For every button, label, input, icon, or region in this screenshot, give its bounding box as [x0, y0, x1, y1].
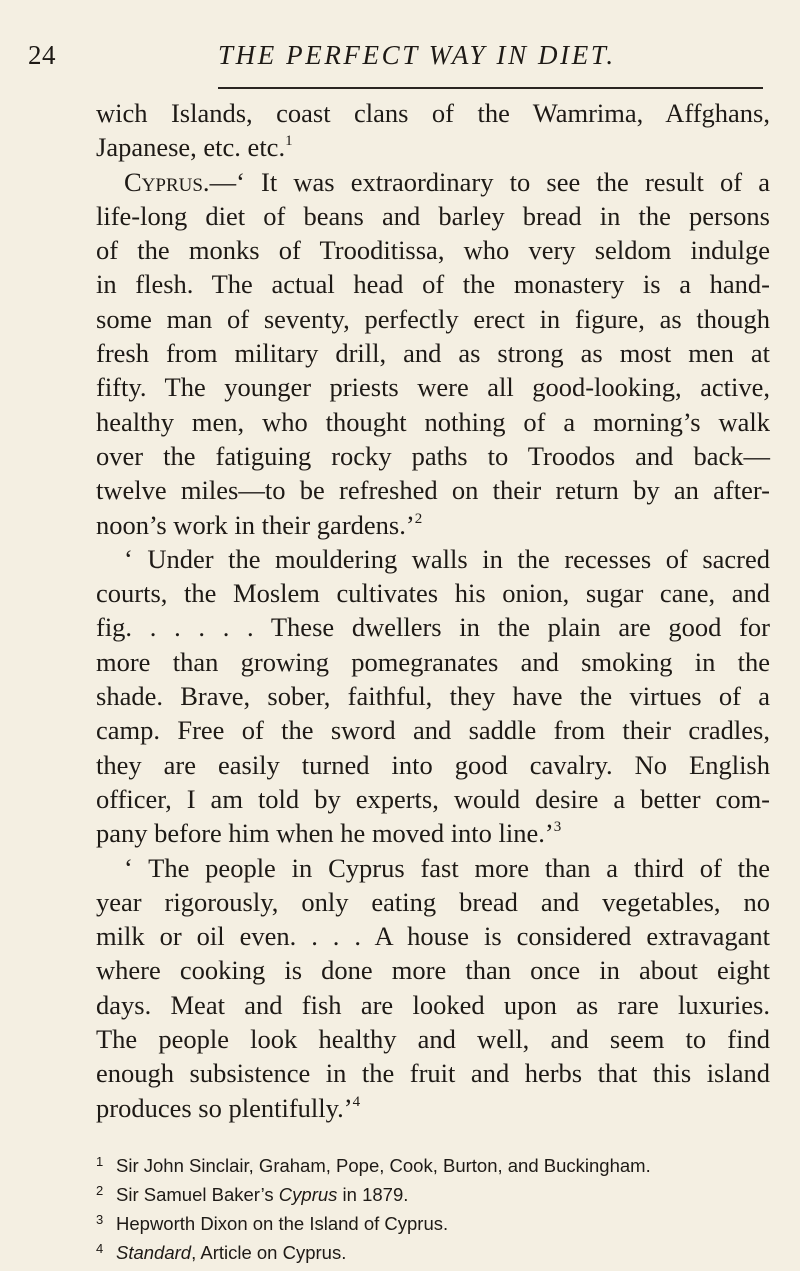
text-line: ‘ The people in Cyprus fast more than a third of the — [124, 852, 770, 883]
text-line: in flesh. The actual head of the monastery is a hand- — [96, 269, 770, 300]
footnote-text: Hepworth Dixon on the Island of Cyprus. — [116, 1213, 449, 1234]
text-line: they are easily turned into good cavalry. No English — [96, 749, 770, 780]
text-line — [96, 508, 770, 542]
text-line: days. Meat and fish are looked upon as rare luxuries. — [96, 989, 770, 1020]
text-line — [96, 1091, 770, 1125]
footnote-text: Sir John Sinclair, Graham, Pope, Cook, Burton, and Buckingham. — [116, 1155, 651, 1176]
note-ref: 4 — [352, 1093, 361, 1110]
footnote-1 — [96, 1149, 770, 1178]
footnote-4 — [96, 1236, 770, 1265]
footnote-3 — [96, 1207, 770, 1236]
footnote-number: 3 — [96, 1212, 104, 1227]
text-line: The people look healthy and well, and seem to find — [96, 1024, 770, 1055]
text-line — [96, 816, 770, 850]
text-line: wich Islands, coast clans of the Wamrima, Affghans, — [96, 98, 770, 128]
text-line: where cooking is done more than once in about eight — [96, 955, 770, 986]
footnote-italic-title: Cyprus — [278, 1184, 338, 1205]
text-fragment: Japanese, etc. etc. — [96, 132, 286, 163]
text-line: fifty. The younger priests were all good-looking, active, — [96, 372, 770, 403]
paragraph-1 — [96, 96, 770, 165]
text-line: twelve miles—to be refreshed on their return by an after- — [96, 475, 770, 506]
text-line: enough subsistence in the fruit and herbs that this island — [96, 1058, 770, 1089]
text-line: year rigorously, only eating bread and vegetables, no — [96, 886, 770, 917]
note-ref: 1 — [285, 133, 293, 150]
paragraph-3 — [96, 542, 770, 851]
text-line: over the fatiguing rocky paths to Troodos and back— — [96, 440, 770, 471]
text-fragment: —‘ It was extraordinary to see the result of a — [209, 166, 770, 197]
text-fragment: pany before him when he moved into line.’ — [96, 818, 554, 849]
text-fragment: produces so plentifully.’ — [96, 1092, 353, 1123]
footnotes — [96, 1149, 770, 1265]
text-line: shade. Brave, sober, faithful, they have the virtues of a — [96, 681, 770, 712]
footnote-number: 2 — [96, 1183, 104, 1198]
footnote-text-post: in 1879. — [337, 1184, 409, 1205]
text-line: of the monks of Trooditissa, who very seldom indulge — [96, 235, 770, 266]
text-fragment: noon’s work in their gardens.’ — [96, 509, 415, 540]
text-line — [96, 130, 770, 164]
text-line: milk or oil even. . . . A house is considered extravagant — [96, 921, 770, 952]
footnote-text-pre: Sir Samuel Baker’s — [116, 1184, 279, 1205]
text-line: healthy men, who thought nothing of a morning’s walk — [96, 406, 770, 437]
text-line: fig. . . . . . These dwellers in the plain are good for — [96, 612, 770, 643]
running-title: THE PERFECT WAY IN DIET. — [218, 40, 616, 70]
text-line: camp. Free of the sword and saddle from their cradles, — [96, 715, 770, 746]
page-number: 24 — [28, 40, 56, 70]
text-line: ‘ Under the mouldering walls in the recesses of sacred — [124, 543, 770, 574]
paragraph-4 — [96, 851, 770, 1125]
text-line — [96, 165, 770, 199]
text-line: courts, the Moslem cultivates his onion, sugar cane, and — [96, 578, 770, 609]
header-rule — [218, 87, 763, 89]
text-line: officer, I am told by experts, would desire a better com- — [96, 783, 770, 814]
section-heading: Cyprus. — [124, 166, 210, 197]
page-header — [0, 30, 800, 70]
footnote-text-post: , Article on Cyprus. — [191, 1242, 347, 1263]
text-line: fresh from military drill, and as strong as most men at — [96, 338, 770, 369]
text-line: more than growing pomegranates and smoking in the — [96, 646, 770, 677]
footnote-number: 4 — [96, 1241, 104, 1256]
body-text — [96, 96, 770, 1125]
note-ref: 2 — [414, 510, 423, 527]
footnote-number: 1 — [96, 1154, 104, 1169]
note-ref: 3 — [553, 819, 562, 836]
text-line: life-long diet of beans and barley bread in the persons — [96, 200, 770, 231]
paragraph-2 — [96, 165, 770, 542]
footnote-italic-title: Standard — [116, 1242, 192, 1263]
text-line: some man of seventy, perfectly erect in figure, as though — [96, 303, 770, 334]
footnote-2 — [96, 1178, 770, 1207]
